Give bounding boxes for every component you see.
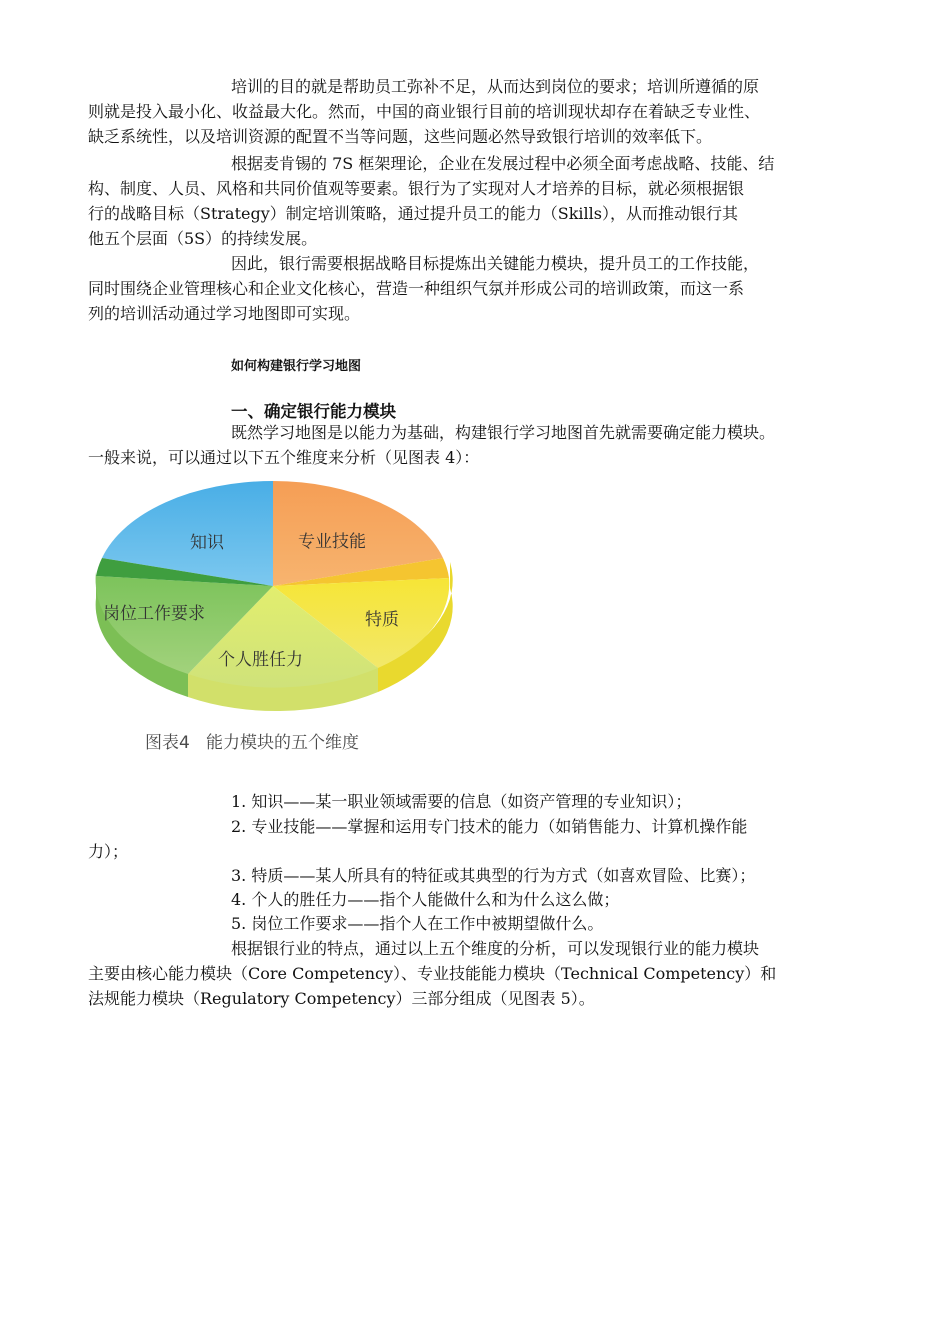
paragraph-1-line-3: 缺乏系统性，以及培训资源的配置不当等问题，这些问题必然导致银行培训的效率低下。 [88,127,713,146]
pie-chart [88,480,468,762]
conclusion-line-3: 法规能力模块（Regulatory Competency）三部分组成（见图表 5）。 [88,989,595,1008]
list-item-5: 5. 岗位工作要求——指个人在工作中被期望做什么。 [231,914,604,933]
list-item-3: 3. 特质——某人所具有的特征或其典型的行为方式（如喜欢冒险、比赛）； [231,866,756,885]
pie-label-traits: 特质 [365,610,399,630]
pie-label-personal-competency: 个人胜任力 [218,650,303,670]
list-item-1: 1. 知识——某一职业领域需要的信息（如资产管理的专业知识）； [231,792,692,811]
subsection-title: 一、确定银行能力模块 [231,402,396,421]
paragraph-2-line-3: 行的战略目标（Strategy）制定培训策略，通过提升员工的能力（Skills），从而推动银行其 [88,204,738,223]
section-title: 如何构建银行学习地图 [231,359,362,374]
paragraph-2-line-1: 根据麦肯锡的 7S 框架理论，企业在发展过程中必须全面考虑战略、技能、结 [231,154,775,173]
list-item-2-line-2: 力）； [88,842,129,861]
paragraph-2-line-4: 他五个层面（5S）的持续发展。 [88,229,318,248]
paragraph-1-line-2: 则就是投入最小化、收益最大化。然而，中国的商业银行目前的培训现状却存在着缺乏专业性、 [88,102,761,121]
paragraph-3-line-3: 列的培训活动通过学习地图即可实现。 [88,304,361,323]
list-item-2-line-1: 2. 专业技能——掌握和运用专门技术的能力（如销售能力、计算机操作能 [231,817,748,836]
paragraph-1-line-1: 培训的目的就是帮助员工弥补不足，从而达到岗位的要求；培训所遵循的原 [231,77,760,96]
conclusion-line-2: 主要由核心能力模块（Core Competency）、专业技能能力模块（Technical Competency）和 [88,964,777,983]
intro2-line-1: 既然学习地图是以能力为基础，构建银行学习地图首先就需要确定能力模块。 [231,423,776,442]
paragraph-3-line-2: 同时围绕企业管理核心和企业文化核心，营造一种组织气氛并形成公司的培训政策，而这一系 [88,279,745,298]
figure-caption: 图表4 能力模块的五个维度 [145,733,360,753]
pie-label-job-requirements: 岗位工作要求 [103,604,205,624]
list-item-4: 4. 个人的胜任力——指个人能做什么和为什么这么做； [231,890,620,909]
pie-label-professional-skills: 专业技能 [298,532,366,552]
intro2-line-2: 一般来说，可以通过以下五个维度来分析（见图表 4）： [88,448,480,467]
paragraph-2-line-2: 构、制度、人员、风格和共同价值观等要素。银行为了实现对人才培养的目标，就必须根据银 [88,179,745,198]
paragraph-3-line-1: 因此，银行需要根据战略目标提炼出关键能力模块，提升员工的工作技能， [231,254,760,273]
pie-chart-figure [88,480,468,762]
pie-label-knowledge: 知识 [190,533,224,553]
conclusion-line-1: 根据银行业的特点，通过以上五个维度的分析，可以发现银行业的能力模块 [231,939,760,958]
